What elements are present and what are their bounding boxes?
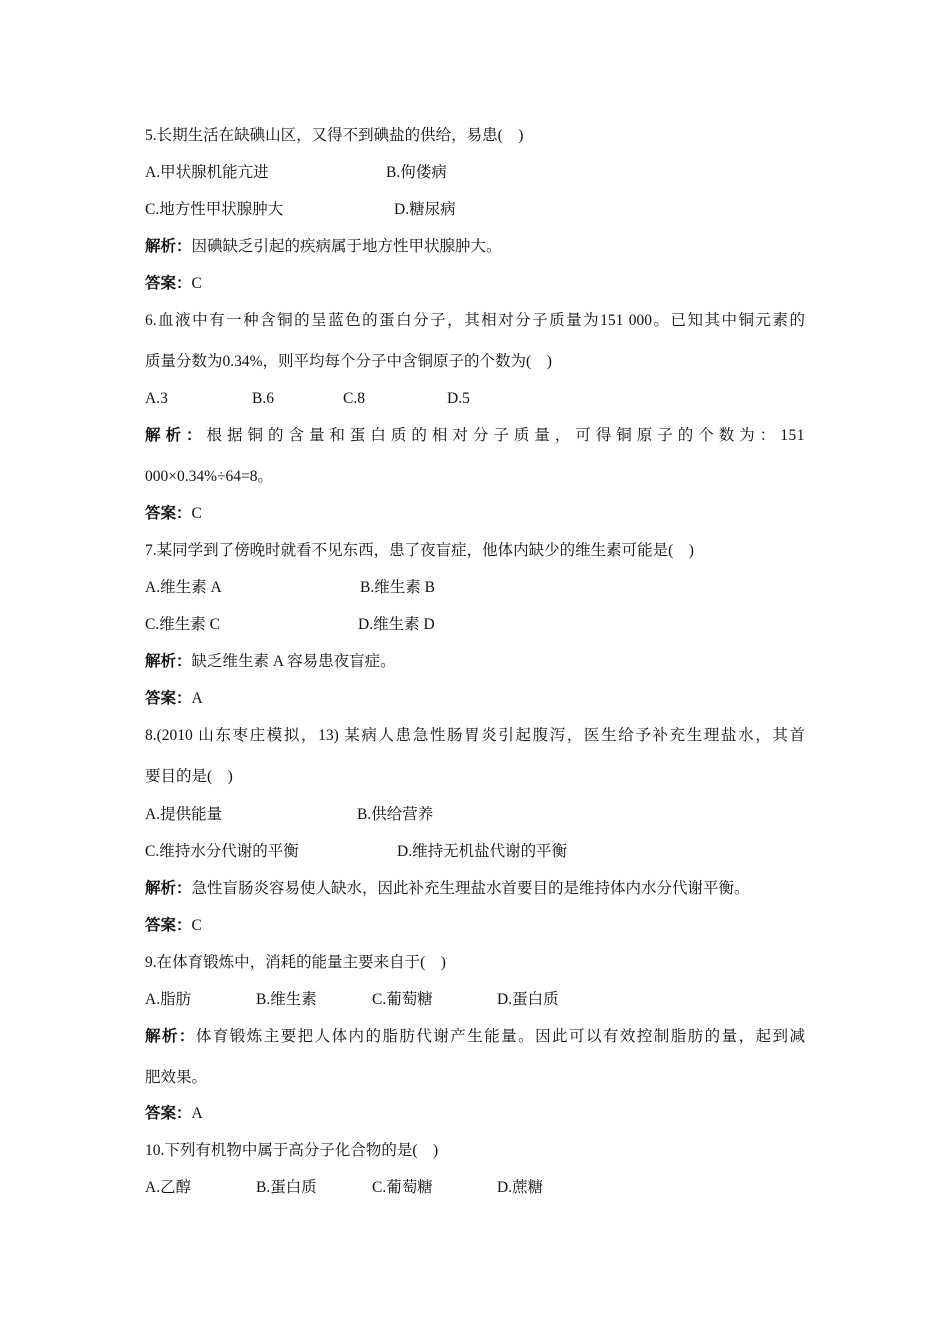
- question-6-option-d: D.5: [447, 390, 470, 407]
- question-10-option-d: D.蔗糖: [497, 1179, 544, 1196]
- question-5-stem: 5.长期生活在缺碘山区，又得不到碘盐的供给，易患( ): [145, 127, 524, 144]
- analysis-text: 体育锻炼主要把人体内的脂肪代谢产生能量。因此可以有效控制脂肪的量，起到减: [195, 1028, 805, 1045]
- question-8-option-b: B.供给营养: [357, 806, 434, 823]
- question-8-option-c: C.维持水分代谢的平衡: [145, 843, 299, 860]
- question-9-option-d: D.蛋白质: [497, 991, 559, 1008]
- question-6-option-a: A.3: [145, 390, 168, 407]
- answer-label: 答案：: [145, 275, 192, 292]
- answer-label: 答案：: [145, 917, 192, 934]
- question-6-analysis-line-2: 000×0.34%÷64=8。: [145, 468, 274, 485]
- question-9-option-a: A.脂肪: [145, 991, 192, 1008]
- question-9-analysis-line-1: [145, 1027, 805, 1047]
- question-6-stem-line-1: 6.血液中有一种含铜的呈蓝色的蛋白分子，其相对分子质量为151 000。已知其中铜元素的: [145, 312, 805, 329]
- question-8-analysis: [145, 879, 750, 899]
- question-7-option-d: D.维生素 D: [358, 616, 435, 633]
- answer-value: A: [191, 1105, 203, 1122]
- question-8-option-a: A.提供能量: [145, 806, 223, 823]
- question-7-option-c: C.维生素 C: [145, 616, 220, 633]
- question-6-option-c: C.8: [343, 390, 365, 407]
- question-5-option-c: C.地方性甲状腺肿大: [145, 201, 284, 218]
- answer-label: 答案：: [145, 690, 192, 707]
- question-8-stem-line-1: 8.(2010 山东枣庄模拟，13) 某病人患急性肠胃炎引起腹泻，医生给予补充生理盐水，其首: [145, 727, 805, 744]
- question-9-stem: 9.在体育锻炼中，消耗的能量主要来自于( ): [145, 954, 446, 971]
- analysis-text: 急性盲肠炎容易使人缺水，因此补充生理盐水首要目的是维持体内水分代谢平衡。: [191, 880, 750, 897]
- question-10-option-b: B.蛋白质: [256, 1179, 317, 1196]
- question-6-option-b: B.6: [252, 390, 274, 407]
- answer-value: C: [191, 917, 202, 934]
- question-9-option-c: C.葡萄糖: [372, 991, 433, 1008]
- question-5-option-b: B.佝偻病: [386, 164, 447, 181]
- question-5-option-a: A.甲状腺机能亢进: [145, 164, 269, 181]
- analysis-label: 解析：: [145, 238, 192, 255]
- analysis-label: 解析：: [145, 427, 207, 444]
- question-7-option-b: B.维生素 B: [360, 579, 435, 596]
- question-8-stem-line-2: 要目的是( ): [145, 768, 233, 785]
- question-6-answer: [145, 504, 202, 524]
- question-9-analysis-line-2: 肥效果。: [145, 1069, 208, 1086]
- question-7-answer: [145, 689, 203, 709]
- question-9-option-b: B.维生素: [256, 991, 317, 1008]
- analysis-text: 因碘缺乏引起的疾病属于地方性甲状腺肿大。: [191, 238, 502, 255]
- question-7-analysis: [145, 652, 396, 672]
- analysis-text: 缺乏维生素 A 容易患夜盲症。: [191, 653, 396, 670]
- answer-value: C: [191, 275, 202, 292]
- analysis-label: 解析：: [145, 653, 192, 670]
- question-5-option-d: D.糖尿病: [394, 201, 456, 218]
- question-6-analysis-line-1: [145, 426, 805, 446]
- question-6-stem-line-2: 质量分数为0.34%，则平均每个分子中含铜原子的个数为( ): [145, 353, 552, 370]
- answer-value: C: [191, 505, 202, 522]
- question-7-stem: 7.某同学到了傍晚时就看不见东西，患了夜盲症，他体内缺少的维生素可能是( ): [145, 542, 694, 559]
- question-10-option-a: A.乙醇: [145, 1179, 192, 1196]
- analysis-label: 解析：: [145, 1028, 196, 1045]
- analysis-text: 根据铜的含量和蛋白质的相对分子质量，可得铜原子的个数为：151: [206, 427, 805, 444]
- answer-value: A: [191, 690, 203, 707]
- question-8-option-d: D.维持无机盐代谢的平衡: [397, 843, 568, 860]
- answer-label: 答案：: [145, 1105, 192, 1122]
- answer-label: 答案：: [145, 505, 192, 522]
- question-5-analysis: [145, 237, 502, 257]
- question-7-option-a: A.维生素 A: [145, 579, 222, 596]
- question-10-stem: 10.下列有机物中属于高分子化合物的是( ): [145, 1142, 439, 1159]
- question-9-answer: [145, 1104, 203, 1124]
- question-5-answer: [145, 274, 202, 294]
- question-8-answer: [145, 916, 202, 936]
- question-10-option-c: C.葡萄糖: [372, 1179, 433, 1196]
- analysis-label: 解析：: [145, 880, 192, 897]
